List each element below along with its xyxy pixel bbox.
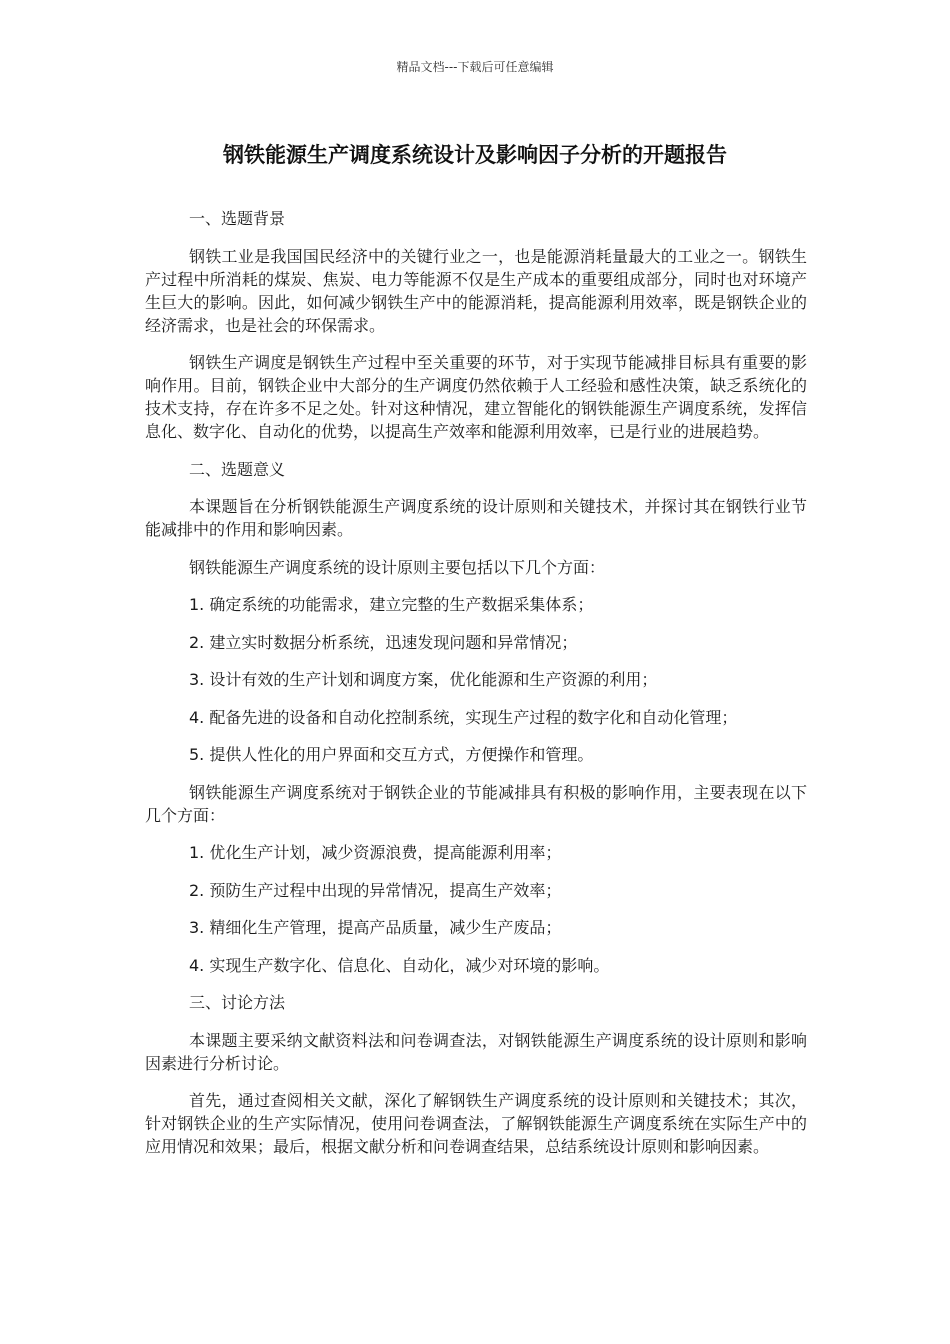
list-item: 3. 精细化生产管理，提高产品质量，减少生产废品；	[189, 918, 562, 937]
paragraph: 钢铁能源生产调度系统的设计原则主要包括以下几个方面：	[189, 557, 606, 577]
list-item: 3. 设计有效的生产计划和调度方案，优化能源和生产资源的利用；	[189, 670, 658, 689]
section-heading-methods: 三、讨论方法	[189, 993, 286, 1012]
paragraph: 本课题旨在分析钢铁能源生产调度系统的设计原则和关键技术，并探讨其在钢铁行业节能减排中的作用和影响因素。	[145, 497, 807, 539]
list-item: 4. 配备先进的设备和自动化控制系统，实现生产过程的数字化和自动化管理；	[189, 707, 738, 727]
paragraph: 首先，通过查阅相关文献，深化了解钢铁生产调度系统的设计原则和关键技术；其次，针对钢铁企业的生产实际情况，使用问卷调查法，了解钢铁能源生产调度系统在实际生产中的应用情况和效果；最后，根据文献分析和问卷调查结果，总结系统设计原则和影响因素。	[145, 1091, 807, 1156]
document-body	[145, 207, 807, 1173]
section-heading-significance: 二、选题意义	[189, 459, 286, 479]
list-item: 1. 确定系统的功能需求，建立完整的生产数据采集体系；	[189, 595, 594, 614]
list-item: 2. 预防生产过程中出现的异常情况，提高生产效率；	[189, 880, 562, 900]
list-item: 4. 实现生产数字化、信息化、自动化，减少对环境的影响。	[189, 955, 610, 975]
section-heading-background: 一、选题背景	[189, 209, 286, 228]
paragraph: 钢铁能源生产调度系统对于钢铁企业的节能减排具有积极的影响作用，主要表现在以下几个方面：	[145, 782, 807, 825]
list-item: 5. 提供人性化的用户界面和交互方式，方便操作和管理。	[189, 745, 594, 764]
list-item: 2. 建立实时数据分析系统，迅速发现问题和异常情况；	[189, 632, 578, 652]
paragraph: 钢铁生产调度是钢铁生产过程中至关重要的环节，对于实现节能减排目标具有重要的影响作用。目前，钢铁企业中大部分的生产调度仍然依赖于人工经验和感性决策，缺乏系统化的技术支持，存在许多不足之处。针对这种情况，建立智能化的钢铁能源生产调度系统，发挥信息化、数字化、自动化的优势，以提高生产效率和能源利用效率，已是行业的进展趋势。	[145, 353, 807, 441]
page-header: 精品文档---下载后可任意编辑	[396, 60, 554, 74]
list-item: 1. 优化生产计划，减少资源浪费，提高能源利用率；	[189, 843, 562, 862]
paragraph: 钢铁工业是我国国民经济中的关键行业之一，也是能源消耗量最大的工业之一。钢铁生产过程中所消耗的煤炭、焦炭、电力等能源不仅是生产成本的重要组成部分，同时也对环境产生巨大的影响。因此，如何减少钢铁生产中的能源消耗，提高能源利用效率，既是钢铁企业的经济需求，也是社会的环保需求。	[145, 246, 807, 335]
paragraph: 本课题主要采纳文献资料法和问卷调查法，对钢铁能源生产调度系统的设计原则和影响因素进行分析讨论。	[145, 1030, 807, 1073]
document-title: 钢铁能源生产调度系统设计及影响因子分析的开题报告	[223, 143, 727, 167]
